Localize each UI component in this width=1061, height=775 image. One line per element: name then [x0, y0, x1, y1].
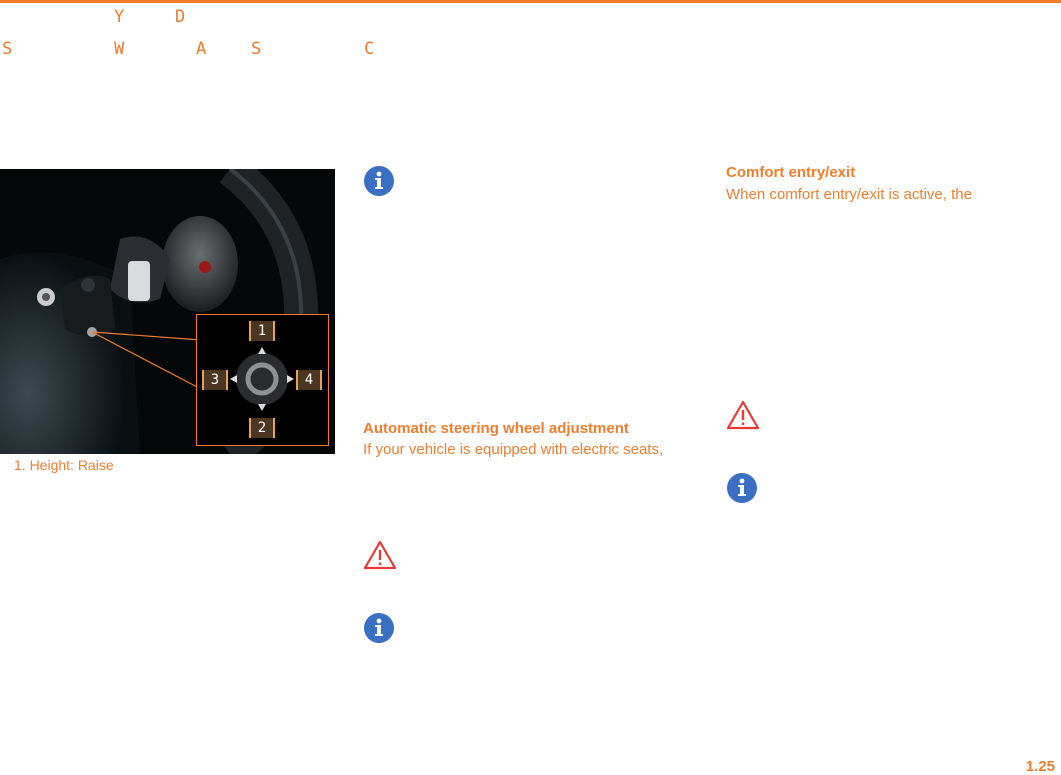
auto-adjust-text: If your vehicle is equipped with electric seats,: [363, 441, 664, 458]
info-icon: [363, 612, 395, 644]
figure-caption: 1. Height: Raise: [14, 457, 114, 473]
warning-icon: [726, 400, 760, 430]
comfort-entry-text: When comfort entry/exit is active, the: [726, 186, 972, 203]
warning-icon: [363, 540, 397, 570]
top-rule: [0, 0, 1061, 3]
info-icon: [726, 472, 758, 504]
header-letter: Y: [114, 7, 125, 27]
header-letter: C: [364, 39, 375, 59]
info-icon: [363, 165, 395, 197]
header-letter: S: [2, 39, 13, 59]
label-1: 1: [249, 321, 275, 341]
header-letter: S: [251, 39, 262, 59]
comfort-entry-heading: Comfort entry/exit: [726, 164, 856, 181]
label-2: 2: [249, 418, 275, 438]
header-letter: D: [175, 7, 186, 27]
adjuster-inset: [196, 314, 329, 446]
label-4: 4: [296, 370, 322, 390]
header-letter: W: [114, 39, 125, 59]
auto-adjust-heading: Automatic steering wheel adjustment: [363, 420, 629, 437]
header-letter: A: [196, 39, 207, 59]
label-3: 3: [202, 370, 228, 390]
page-number: 1.25: [1025, 758, 1055, 775]
